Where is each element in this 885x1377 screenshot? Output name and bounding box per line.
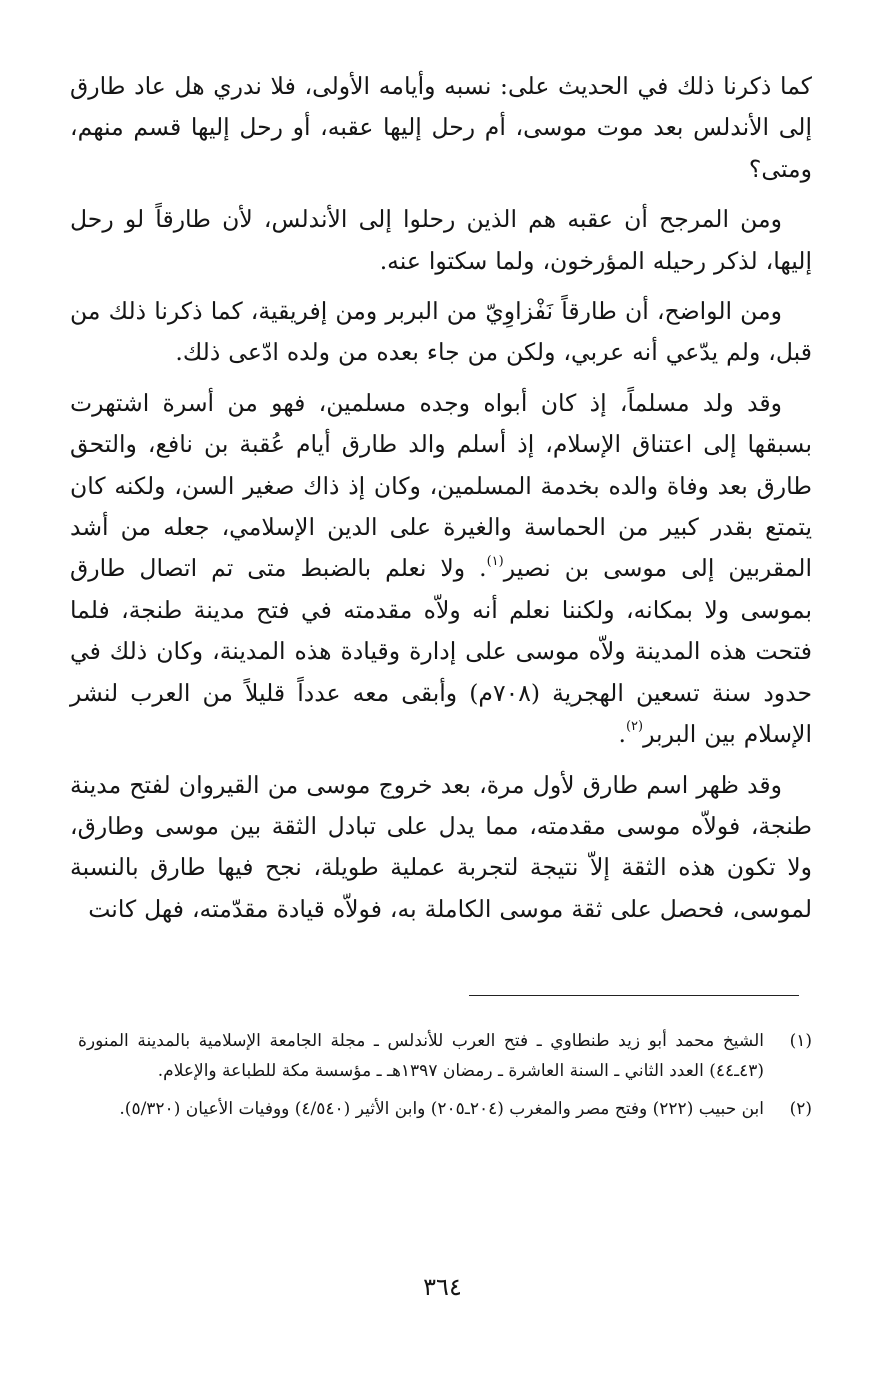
- footnote-number: (١): [789, 1031, 812, 1051]
- paragraph: وقد ظهر اسم طارق لأول مرة، بعد خروج موسى من القيروان لفتح مدينة طنجة، فولاّه موسى مقدمته، مما يدل على تبادل الثقة بين موسى وطارق، ولا تكون هذه الثقة إلاّ نتيجة لتجربة عملية طويلة، نجح فيها طارق بالنسبة لموسى، فحصل على ثقة موسى الكاملة به، فولاّه قيادة مقدّمته، فهل كانت: [70, 770, 812, 923]
- page-number: ٣٦٤: [423, 1273, 462, 1301]
- paragraph: كما ذكرنا ذلك في الحديث على: نسبه وأيامه الأولى، فلا ندري هل عاد طارق إلى الأندلس بعد موت موسى، أم رحل إليها عقبه، أو رحل إليها قسم منهم، ومتى؟: [70, 72, 812, 183]
- footnote-ref-2[interactable]: (٢): [625, 719, 644, 735]
- footnote-1: [78, 1026, 812, 1086]
- paragraph-text-continued: . ولا نعلم بالضبط متى تم اتصال طارق بموسى ولا بمكانه، ولكننا نعلم أنه ولاّه مقدمته في فتح مدينة طنجة، فلما فتحت هذه المدينة ولاّه موسى على إدارة وقيادة هذه المدينة، وكان ذلك في حدود سنة تسعين الهجرية (٧٠٨م) وأبقى معه عدداً قليلاً من العرب لنشر الإسلام بين البربر: [70, 554, 812, 749]
- footnote-text: ابن حبيب (٢٢٢) وفتح مصر والمغرب (٢٠٤ـ٢٠٥) وابن الأثير (٤/٥٤٠) ووفيات الأعيان (٥/٣٢٠).: [119, 1099, 764, 1119]
- main-text: [70, 66, 812, 939]
- paragraph: ومن المرجح أن عقبه هم الذين رحلوا إلى الأندلس، لأن طارقاً لو رحل إليها، لذكر رحيله المؤرخون، ولما سكتوا عنه.: [70, 205, 812, 275]
- paragraph: ومن الواضح، أن طارقاً نَفْزاوِيّ من البربر ومن إفريقية، كما ذكرنا ذلك من قبل، ولم يدّعي أنه عربي، ولكن من جاء بعده من ولده ادّعى ذلك.: [70, 297, 812, 367]
- footnote-divider: [469, 995, 799, 996]
- footnote-number: (٢): [789, 1099, 812, 1119]
- paragraph-text: وقد ولد مسلماً، إذ كان أبواه وجده مسلمين، فهو من أسرة اشتهرت بسبقها إلى اعتناق الإسلام، إذ أسلم والد طارق أيام عُقبة بن نافع، والتحق طارق بعد وفاة والده بخدمة المسلمين، وكان إذ ذاك صغير السن، ولكنه كان يتمتع بقدر كبير من الحماسة والغيرة على الدين الإسلامي، جعله من أشد المقربين إلى موسى بن نصير: [70, 388, 812, 583]
- footnote-text: الشيخ محمد أبو زيد طنطاوي ـ فتح العرب للأندلس ـ مجلة الجامعة الإسلامية بالمدينة المنورة (٤٣ـ٤٤) العدد الثاني ـ السنة العاشرة ـ رمضان ١٣٩٧هـ ـ مؤسسة مكة للطباعة والإعلام.: [78, 1031, 764, 1081]
- paragraph-end: .: [618, 720, 626, 749]
- footnotes: [78, 1026, 812, 1132]
- footnote-ref-1[interactable]: (١): [486, 553, 504, 569]
- footnote-2: [78, 1094, 812, 1124]
- paragraph: [70, 383, 812, 756]
